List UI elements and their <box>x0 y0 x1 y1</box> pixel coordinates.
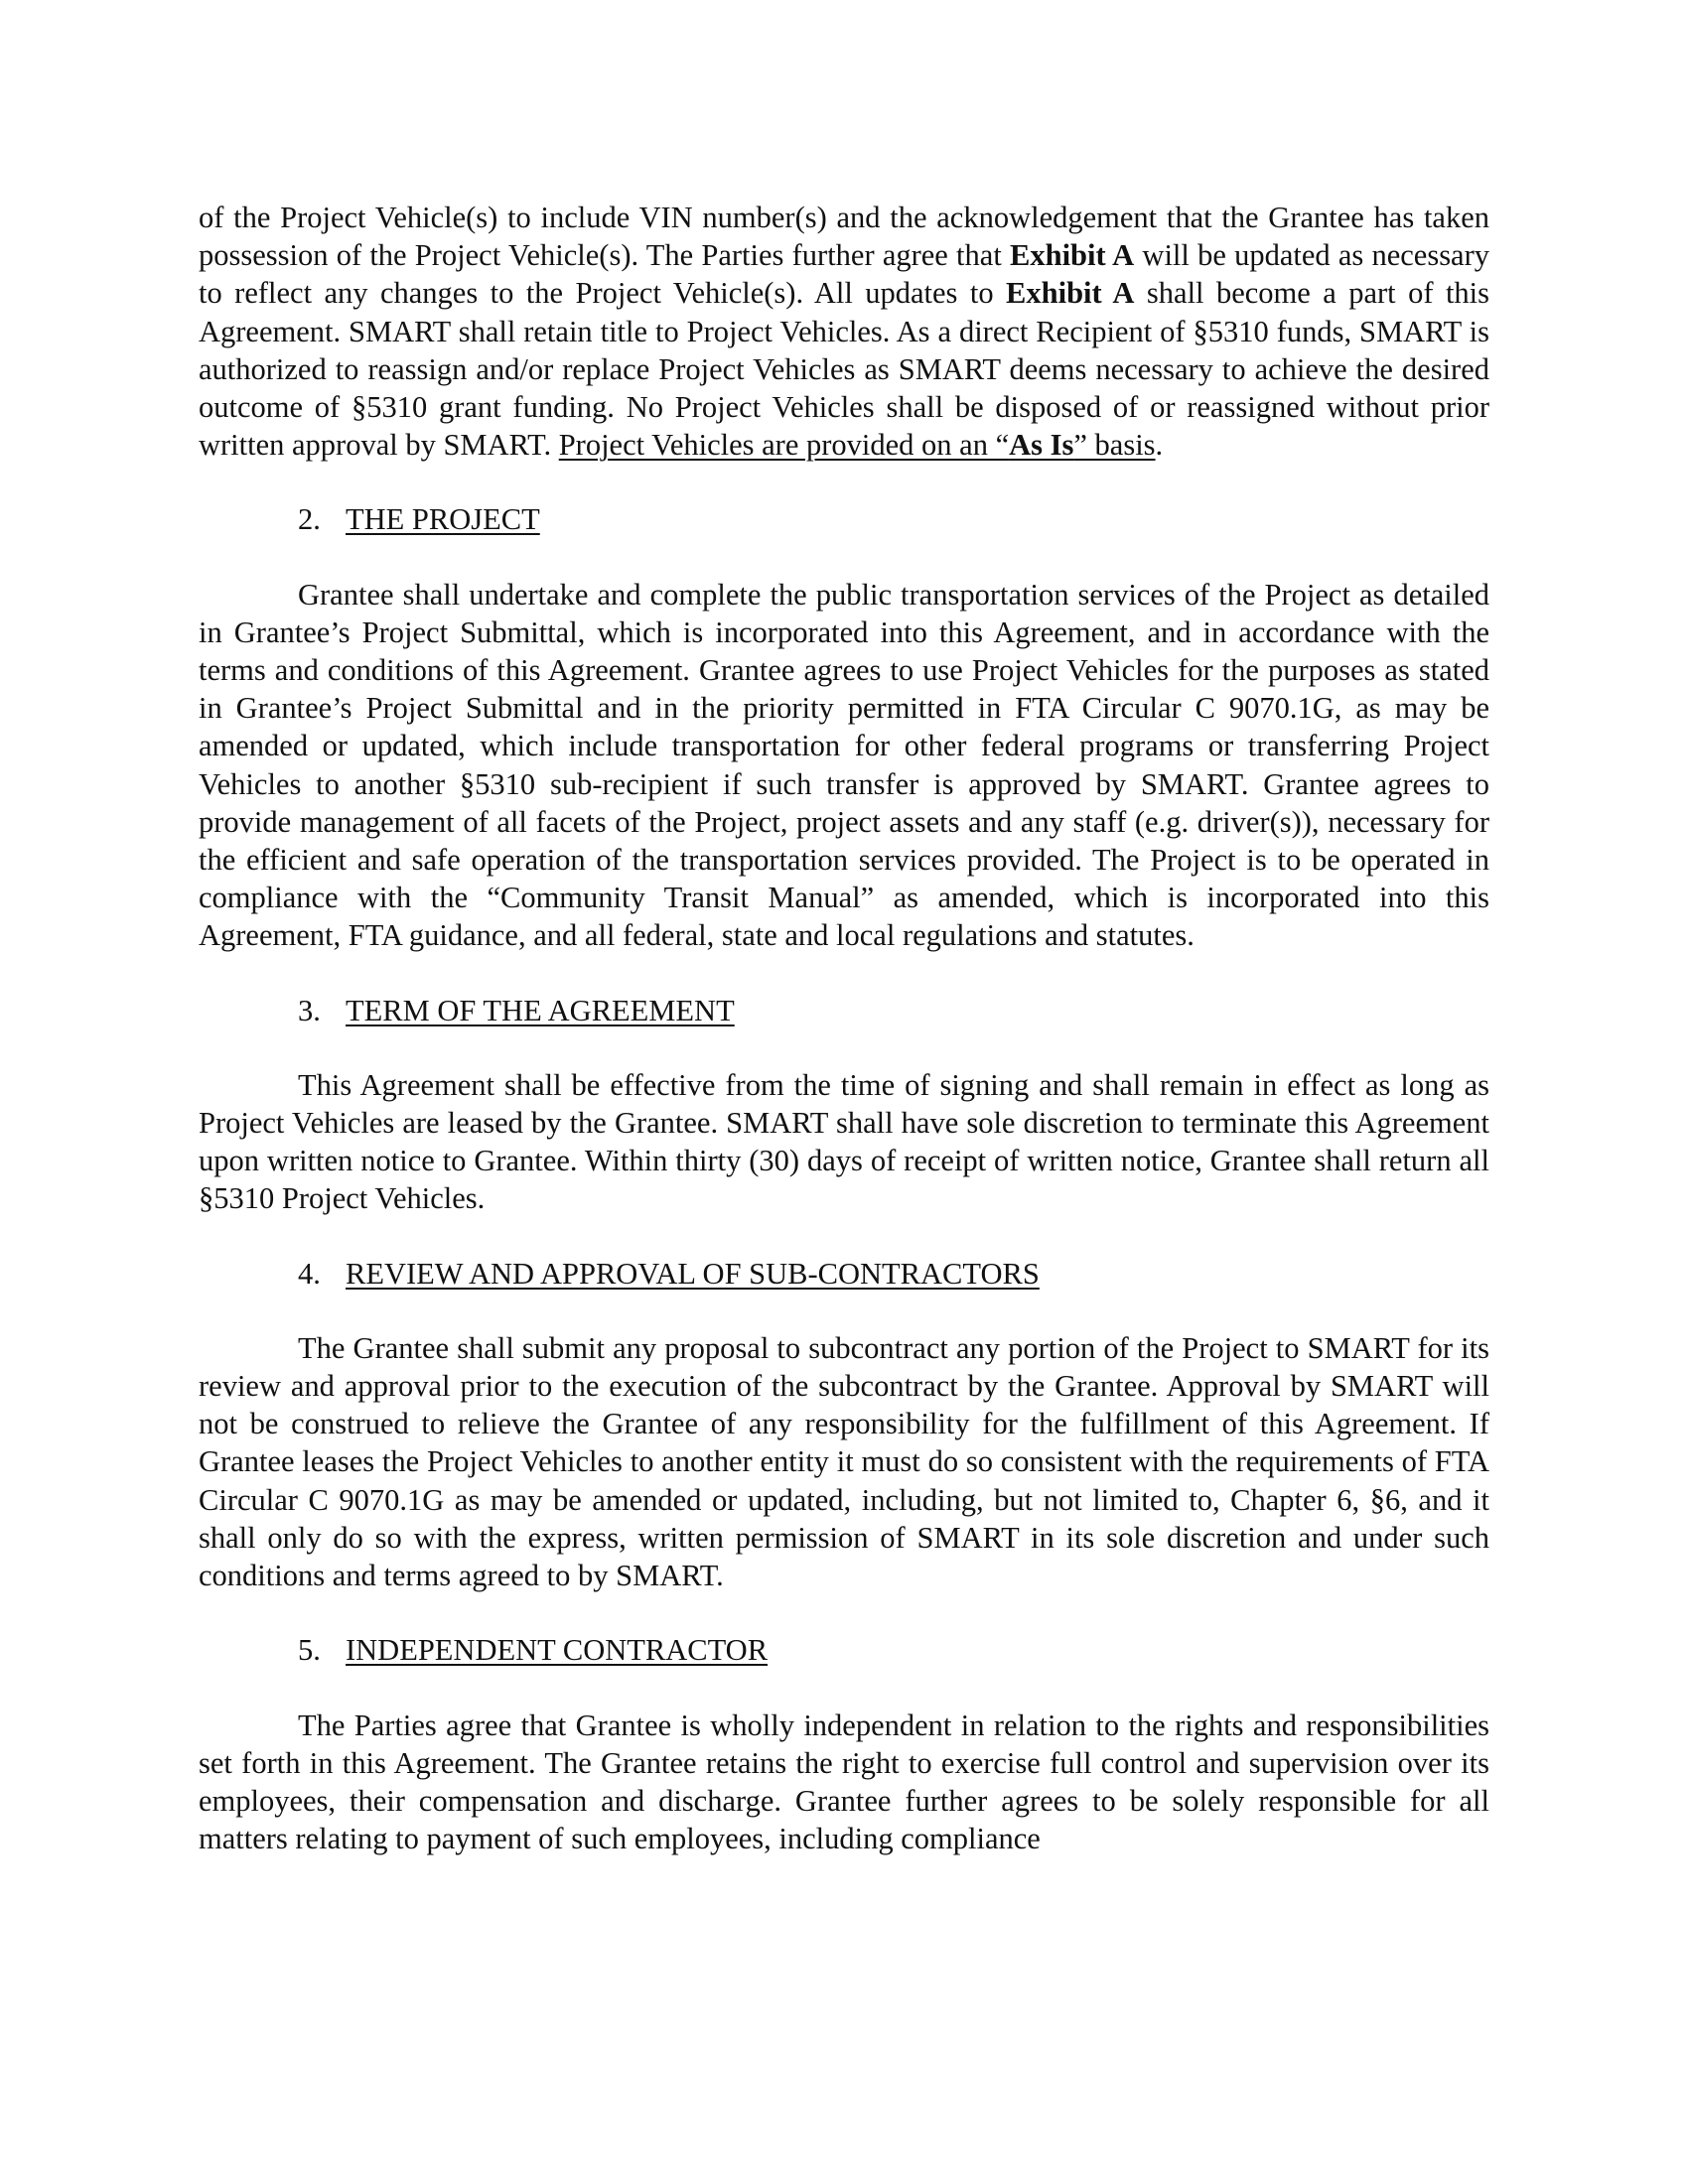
exhibit-a-reference-2: Exhibit A <box>1006 276 1135 311</box>
intro-text-1: of the Project Vehicle(s) to include VIN number(s) and the acknowledgement that the Grantee has taken possession of the Project Vehicle(s). The Parties further agree that <box>199 201 1489 273</box>
intro-end: . <box>1155 428 1164 463</box>
section-heading-3 <box>199 992 1489 1029</box>
section-number: 4. <box>298 1256 321 1291</box>
as-is-text-2: ” basis <box>1073 428 1156 463</box>
section-title: REVIEW AND APPROVAL OF SUB-CONTRACTORS <box>346 1256 1040 1291</box>
as-is-text-1: Project Vehicles are provided on an “ <box>558 428 1010 463</box>
exhibit-a-reference-1: Exhibit A <box>1010 238 1135 273</box>
section-number: 3. <box>298 993 321 1027</box>
section-number: 2. <box>298 502 321 537</box>
section-number: 5. <box>298 1633 321 1668</box>
section-heading-5 <box>199 1631 1489 1669</box>
intro-paragraph <box>199 199 1489 464</box>
section-title: TERM OF THE AGREEMENT <box>346 993 735 1027</box>
section-title: THE PROJECT <box>346 502 540 537</box>
as-is-emphasis: As Is <box>1009 428 1074 463</box>
section-heading-4 <box>199 1255 1489 1293</box>
section-body-5: The Parties agree that Grantee is wholly independent in relation to the rights and responsibilities set forth in this Agreement. The Grantee retains the right to exercise full control and supervision over its employees, their compensation and discharge. Grantee further agrees to be solely responsible for all matters relating to payment of such employees, including compliance <box>199 1707 1489 1856</box>
section-heading-2 <box>199 500 1489 538</box>
as-is-clause <box>559 428 1156 462</box>
section-title: INDEPENDENT CONTRACTOR <box>346 1633 769 1668</box>
section-body-3: This Agreement shall be effective from the time of signing and shall remain in effect as long as Project Vehicles are leased by the Grantee. SMART shall have sole discretion to terminate this Agreement upon written notice to Grantee. Within thirty (30) days of receipt of written notice, Grantee shall return all §5310 Project Vehicles. <box>199 1067 1489 1216</box>
section-body-2: Grantee shall undertake and complete the public transportation services of the Project as detailed in Grantee’s Project Submittal, which is incorporated into this Agreement, and in accordance with the terms and conditions of this Agreement. Grantee agrees to use Project Vehicles for the purposes as stated in Grantee’s Project Submittal and in the priority permitted in FTA Circular C 9070.1G, as may be amended or updated, which include transportation for other federal programs or transferring Project Vehicles to another §5310 sub-recipient if such transfer is approved by SMART. Grantee agrees to provide management of all facets of the Project, project assets and any staff (e.g. driver(s)), necessary for the efficient and safe operation of the transportation services provided. The Project is to be operated in compliance with the “Community Transit Manual” as amended, which is incorporated into this Agreement, FTA guidance, and all federal, state and local regulations and statutes. <box>199 577 1489 953</box>
intro-text-3: shall become a part of this Agreement. SMART shall retain title to Project Vehicles. As a direct Recipient of §5310 funds, SMART is authorized to reassign and/or replace Project Vehicles as SMART deems necessary to achieve the desired outcome of §5310 grant funding. No Project Vehicles shall be disposed of or reassigned without prior written approval by SMART. <box>199 276 1490 463</box>
intro-text-2: will be updated as necessary to reflect any changes to the Project Vehicle(s). All updates to <box>199 238 1490 311</box>
document-page <box>199 199 1489 1857</box>
section-body-4: The Grantee shall submit any proposal to subcontract any portion of the Project to SMART for its review and approval prior to the execution of the subcontract by the Grantee. Approval by SMART will not be construed to relieve the Grantee of any responsibility for the fulfillment of this Agreement. If Grantee leases the Project Vehicles to another entity it must do so consistent with the requirements of FTA Circular C 9070.1G as may be amended or updated, including, but not limited to, Chapter 6, §6, and it shall only do so with the express, written permission of SMART in its sole discretion and under such conditions and terms agreed to by SMART. <box>199 1330 1489 1593</box>
